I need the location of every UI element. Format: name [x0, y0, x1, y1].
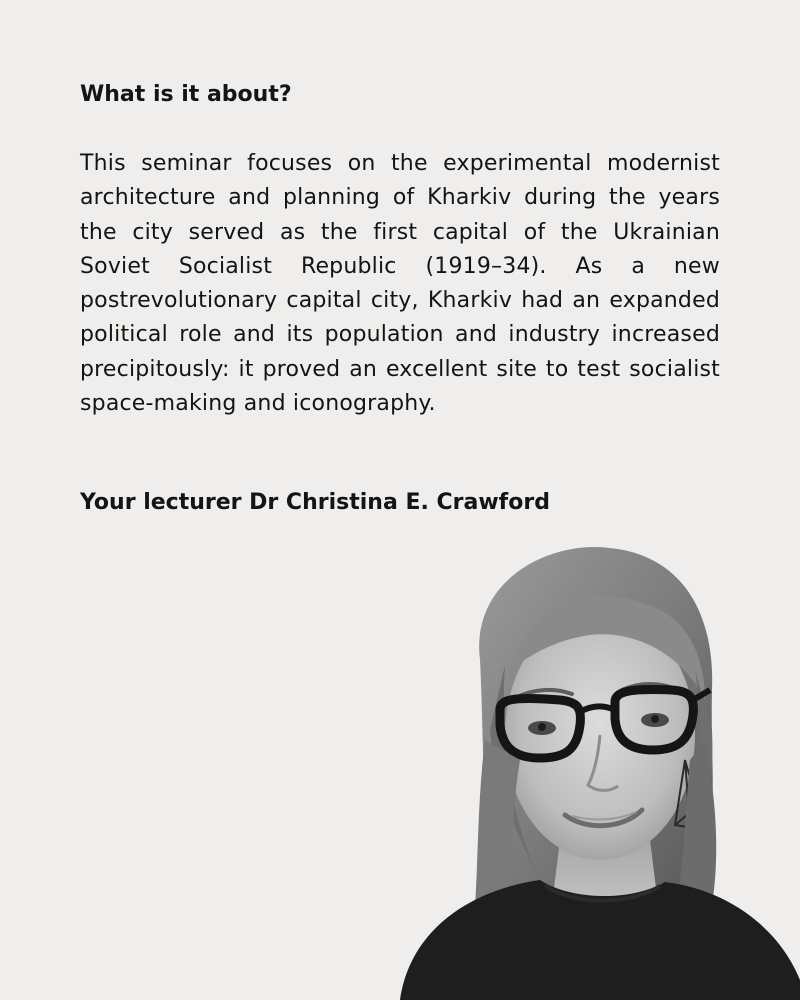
about-description: This seminar focuses on the experimental modernist architecture and planning of Kharkiv during the years the city served as the first capital of the Ukrainian Soviet Socialist Republic (1919–34). As a new postrevolutionary capital city, Kharkiv had an expanded political role and its population and industry increased precipitously: it proved an excellent site to test socialist space-making and iconography. — [80, 151, 720, 417]
lecturer-portrait — [360, 540, 800, 1000]
about-heading: What is it about? — [80, 82, 292, 107]
lecturer-heading: Your lecturer Dr Christina E. Crawford — [80, 490, 550, 515]
